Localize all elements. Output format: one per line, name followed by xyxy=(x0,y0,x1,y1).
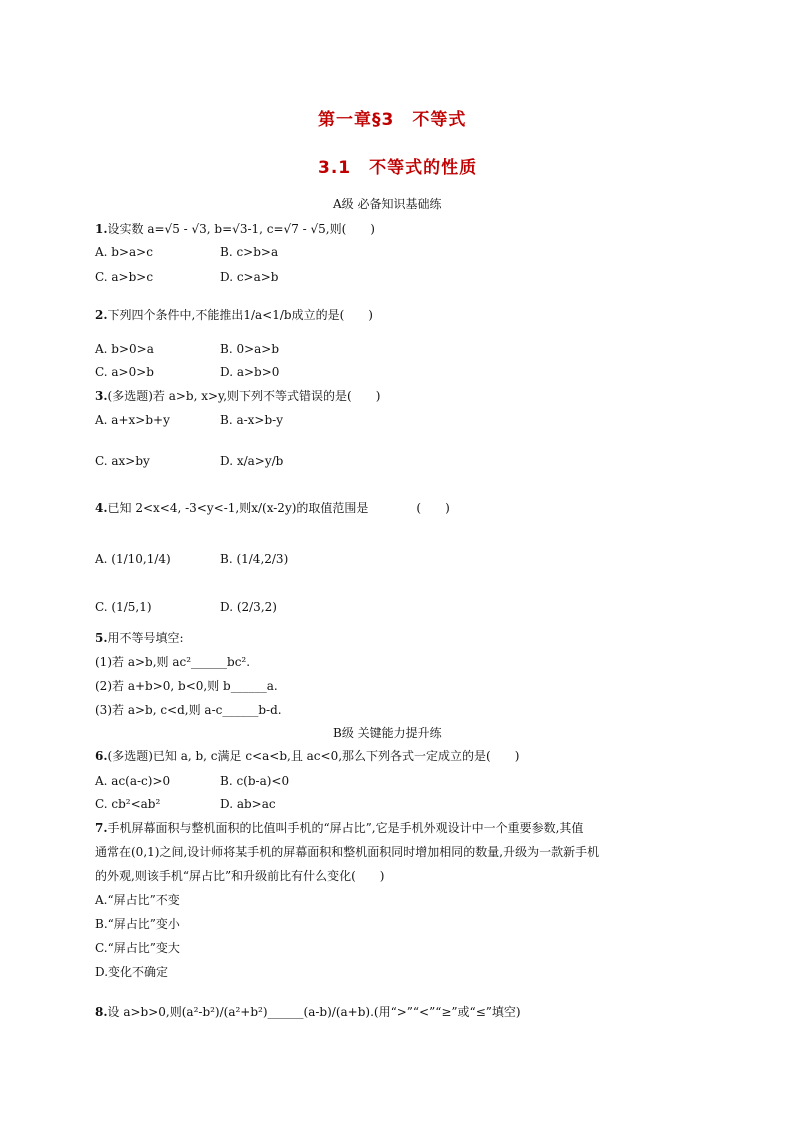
question-4 xyxy=(95,502,450,514)
option: B. c>b>a xyxy=(220,245,279,259)
option: A. (1/10,1/4) xyxy=(95,552,171,566)
option: A. b>a>c xyxy=(95,245,153,259)
option: B. a-x>b-y xyxy=(220,413,283,427)
question-text: (多选题)已知 a, b, c满足 c<a<b,且 ac<0,那么下列各式一定成立的是( ) xyxy=(107,749,520,763)
question-text: 设实数 a=√5 - √3, b=√3-1, c=√7 - √5,则( ) xyxy=(107,222,375,236)
option: C. a>b>c xyxy=(95,270,154,284)
option: D. ab>ac xyxy=(220,797,276,811)
option: D. c>a>b xyxy=(220,270,279,284)
question-7 xyxy=(95,822,583,834)
question-text: 已知 2<x<4, -3<y<-1,则x/(x-2y)的取值范围是 ( ) xyxy=(107,501,450,515)
question-text: (多选题)若 a>b, x>y,则下列不等式错误的是( ) xyxy=(107,389,381,403)
sub-item: (3)若 a>b, c<d,则 a-c______b-d. xyxy=(95,703,282,717)
question-text-line: 手机屏幕面积与整机面积的比值叫手机的“屏占比”,它是手机外观设计中一个重要参数,其值 xyxy=(107,821,584,835)
question-2 xyxy=(95,309,373,321)
option: A.“屏占比”不变 xyxy=(95,893,180,907)
question-text: 设 a>b>0,则(a²-b²)/(a²+b²)______(a-b)/(a+b).(用“>”“<”“≥”或“≤”填空) xyxy=(107,1005,521,1019)
question-3 xyxy=(95,390,380,402)
option: C.“屏占比”变大 xyxy=(95,941,180,955)
option: A. a+x>b+y xyxy=(95,413,170,427)
option: B. 0>a>b xyxy=(220,342,280,356)
question-text: 用不等号填空: xyxy=(107,631,184,645)
option: C. a>0>b xyxy=(95,365,154,379)
question-number: 8. xyxy=(95,1005,108,1019)
option: A. ac(a-c)>0 xyxy=(95,774,171,788)
option: D. x/a>y/b xyxy=(220,454,284,468)
question-number: 5. xyxy=(95,631,108,645)
sub-item: (2)若 a+b>0, b<0,则 b______a. xyxy=(95,679,278,693)
option: C. ax>by xyxy=(95,454,150,468)
question-1 xyxy=(95,223,375,235)
question-number: 3. xyxy=(95,389,108,403)
sub-item: (1)若 a>b,则 ac²______bc². xyxy=(95,655,251,669)
question-6 xyxy=(95,750,519,762)
option: D.变化不确定 xyxy=(95,965,169,979)
option: C. (1/5,1) xyxy=(95,600,152,614)
option: A. b>0>a xyxy=(95,342,154,356)
question-text-line: 的外观,则该手机“屏占比”和升级前比有什么变化( ) xyxy=(95,869,385,883)
question-5 xyxy=(95,632,184,644)
option: D. (2/3,2) xyxy=(220,600,277,614)
option: B. (1/4,2/3) xyxy=(220,552,289,566)
question-number: 2. xyxy=(95,308,108,322)
question-number: 4. xyxy=(95,501,108,515)
option: D. a>b>0 xyxy=(220,365,280,379)
question-text-line: 通常在(0,1)之间,设计师将某手机的屏幕面积和整机面积同时增加相同的数量,升级为一款新手机 xyxy=(95,845,600,859)
section-title: 3.1 不等式的性质 xyxy=(318,158,478,178)
question-number: 7. xyxy=(95,821,108,835)
question-number: 1. xyxy=(95,222,108,236)
question-text: 下列四个条件中,不能推出1/a<1/b成立的是( ) xyxy=(107,308,373,322)
level-a-heading: A级 必备知识基础练 xyxy=(333,197,442,211)
question-8 xyxy=(95,1006,521,1018)
level-b-heading: B级 关键能力提升练 xyxy=(333,726,442,740)
option: B.“屏占比”变小 xyxy=(95,917,180,931)
chapter-title: 第一章§3 不等式 xyxy=(318,110,467,130)
option: C. cb²<ab² xyxy=(95,797,161,811)
option: B. c(b-a)<0 xyxy=(220,774,290,788)
question-number: 6. xyxy=(95,749,108,763)
